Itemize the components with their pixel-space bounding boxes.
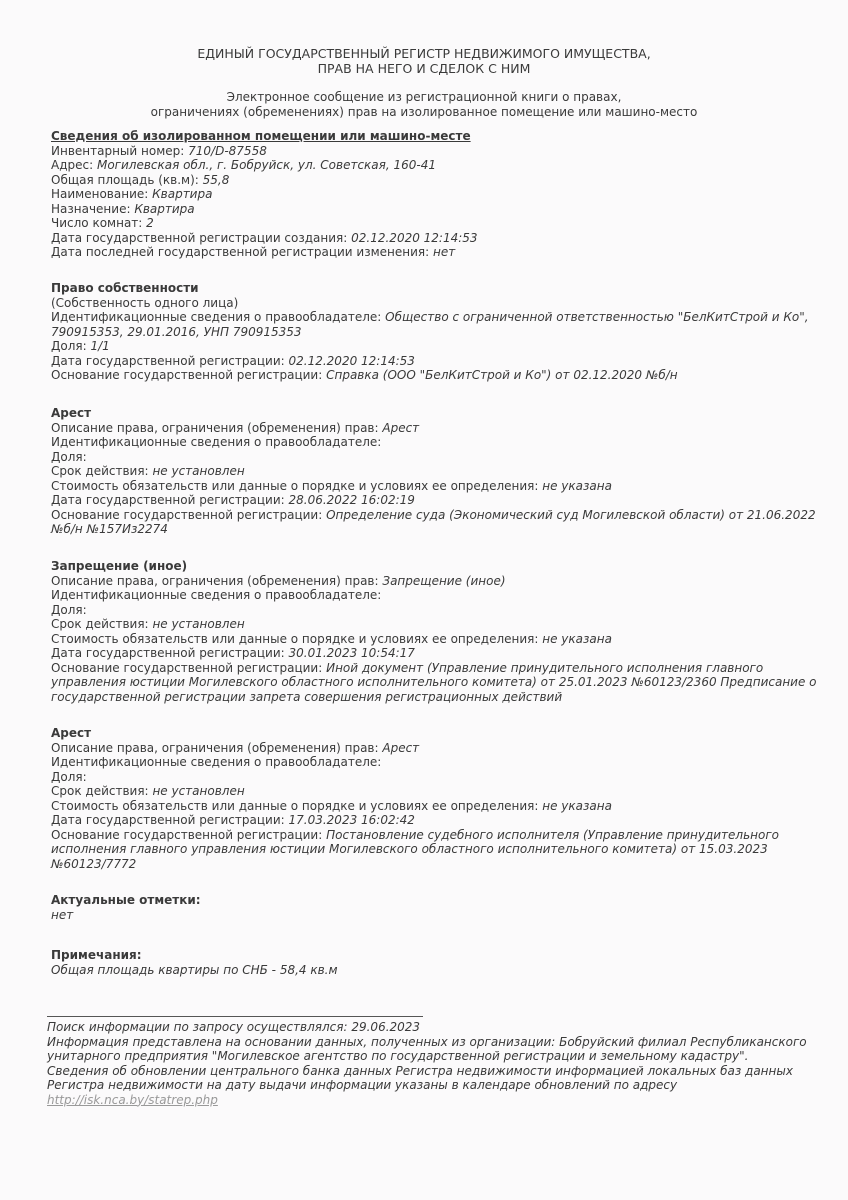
encumbrance-share-label: Доля:	[51, 449, 87, 464]
encumbrance-cost-row	[51, 479, 808, 494]
area-value: 55,8	[202, 172, 230, 187]
encumbrance-reg-row	[51, 646, 808, 661]
encumbrance-basis-row	[51, 661, 808, 676]
encumbrance-basis-value-2: исполнения главного управления юстиции Могилевского областного исполнительного комитета) от 15.03.2023	[51, 842, 768, 856]
purpose-label: Назначение:	[51, 201, 131, 216]
encumbrance-basis-row	[51, 507, 816, 523]
document-subtitle-line-1: Электронное сообщение из регистрационной книги о правах,	[226, 90, 622, 104]
encumbrance-heading: Арест	[51, 726, 92, 740]
owner-value-line-1: Общество с ограниченной ответственностью "БелКитСтрой и Ко",	[385, 310, 809, 324]
encumbrance-desc-row	[51, 421, 808, 436]
inventory-number-row	[51, 144, 808, 159]
ownership-basis-row	[51, 368, 808, 383]
encumbrance-basis-value-1: Иной документ (Управление принудительного исполнения главного	[326, 660, 764, 675]
encumbrance-basis-row	[51, 828, 808, 843]
ownership-type: (Собственность одного лица)	[51, 295, 239, 310]
encumbrance-term-row	[51, 617, 808, 632]
purpose-row	[51, 202, 808, 217]
registry-title-line-1: ЕДИНЫЙ ГОСУДАРСТВЕННЫЙ РЕГИСТР НЕДВИЖИМОГО ИМУЩЕСТВА,	[197, 46, 651, 61]
document-subtitle-line-2: ограничениях (обременениях) прав на изолированное помещение или машино-место	[150, 105, 698, 119]
share-label: Доля:	[51, 339, 87, 353]
encumbrance-basis-value-1: Определение суда (Экономический суд Могилевской области) от 21.06.2022	[326, 507, 816, 522]
property-heading: Сведения об изолированном помещении или машино-месте	[51, 129, 471, 143]
area-row	[51, 173, 808, 188]
encumbrance-share-label: Доля:	[51, 769, 87, 784]
ownership-reg-value: 02.12.2020 12:14:53	[288, 353, 415, 368]
encumbrance-term-label: Срок действия:	[51, 617, 149, 631]
marks-heading: Актуальные отметки:	[51, 893, 201, 907]
document-subtitle	[0, 90, 848, 120]
encumbrance-desc-label: Описание права, ограничения (обременения) прав:	[51, 420, 379, 435]
notes-section	[51, 948, 808, 977]
ownership-heading: Право собственности	[51, 281, 199, 295]
encumbrance-basis-value-2: №б/н №157Из2274	[51, 522, 168, 536]
encumbrance-basis-value-3: №60123/7772	[51, 856, 137, 871]
changed-row	[51, 245, 808, 260]
encumbrance-desc-value: Арест	[382, 420, 420, 435]
marks-section	[51, 893, 808, 922]
encumbrance-share-label: Доля:	[51, 602, 87, 617]
encumbrance-cost-row	[51, 632, 808, 647]
ownership-basis-label: Основание государственной регистрации:	[51, 368, 323, 382]
footer-update-line-2: Регистра недвижимости на дату выдачи информации указаны в календаре обновлений по адресу	[47, 1078, 678, 1092]
owner-row	[51, 310, 808, 325]
address-row	[51, 158, 808, 173]
encumbrance-term-value: не установлен	[152, 784, 245, 798]
encumbrance-holder-label: Идентификационные сведения о правообладателе:	[51, 755, 382, 769]
created-value: 02.12.2020 12:14:53	[351, 230, 478, 245]
encumbrance-term-value: не установлен	[152, 617, 245, 631]
encumbrance-term-row	[51, 784, 808, 799]
encumbrance-reg-label: Дата государственной регистрации:	[51, 813, 285, 827]
encumbrance-desc-label: Описание права, ограничения (обременения) прав:	[51, 740, 379, 755]
created-row	[51, 231, 808, 246]
encumbrance-holder-label: Идентификационные сведения о правообладателе:	[51, 588, 382, 602]
marks-value: нет	[51, 907, 74, 922]
inventory-number-value: 710/D-87558	[188, 143, 267, 158]
name-value: Квартира	[152, 187, 213, 201]
encumbrance-desc-label: Описание права, ограничения (обременения) прав:	[51, 573, 379, 588]
footer-update-line-1: Сведения об обновлении центрального банка данных Регистра недвижимости информацией локальных баз данных	[47, 1063, 793, 1078]
created-label: Дата государственной регистрации создания:	[51, 230, 348, 245]
encumbrance-term-label: Срок действия:	[51, 784, 149, 798]
registry-title-line-2: ПРАВ НА НЕГО И СДЕЛОК С НИМ	[317, 61, 531, 76]
ownership-reg-row	[51, 354, 808, 369]
footer-search-date: Поиск информации по запросу осуществлялся: 29.06.2023	[47, 1020, 421, 1034]
encumbrance-heading: Арест	[51, 406, 92, 420]
encumbrance-term-value: не установлен	[152, 464, 245, 478]
encumbrance-reg-value: 17.03.2023 16:02:42	[288, 813, 415, 827]
encumbrance-cost-value: не указана	[542, 631, 612, 646]
changed-value: нет	[433, 245, 456, 259]
inventory-number-label: Инвентарный номер:	[51, 143, 185, 158]
footer-divider	[47, 1016, 423, 1017]
encumbrance-heading: Запрещение (иное)	[51, 559, 188, 573]
share-row	[51, 339, 808, 354]
encumbrance-reg-row	[51, 813, 808, 828]
property-section	[51, 129, 808, 260]
encumbrance-holder-label: Идентификационные сведения о правообладателе:	[51, 435, 382, 449]
footer-source-line-2: унитарного предприятия "Могилевское агентство по государственной регистрации и земельному кадастру".	[47, 1049, 749, 1063]
encumbrance-basis-label: Основание государственной регистрации:	[51, 507, 323, 522]
encumbrance-cost-label: Стоимость обязательств или данные о порядке и условиях ее определения:	[51, 631, 539, 646]
encumbrance-term-row	[51, 464, 808, 479]
rooms-label: Число комнат:	[51, 216, 143, 230]
encumbrance-desc-row	[51, 741, 808, 756]
name-label: Наименование:	[51, 187, 149, 201]
rooms-value: 2	[146, 216, 154, 230]
address-value: Могилевская обл., г. Бобруйск, ул. Советская, 160-41	[96, 158, 437, 172]
encumbrance-cost-row	[51, 799, 808, 814]
encumbrance-basis-value-2: управления юстиции Могилевского областного исполнительного комитета) от 25.01.2023 №60123/2360 Предписание о	[51, 675, 817, 689]
notes-value: Общая площадь квартиры по СНБ - 58,4 кв.м	[51, 962, 338, 977]
ownership-section	[51, 281, 808, 383]
owner-label: Идентификационные сведения о правообладателе:	[51, 310, 382, 324]
encumbrance-desc-value: Запрещение (иное)	[382, 573, 506, 588]
encumbrance-reg-value: 30.01.2023 10:54:17	[288, 646, 415, 660]
encumbrance-desc-row	[51, 574, 808, 589]
encumbrance-cost-value: не указана	[542, 478, 612, 493]
rooms-row	[51, 216, 808, 231]
registry-title	[0, 46, 848, 76]
encumbrance-basis-value-1: Постановление судебного исполнителя (Управление принудительного	[326, 827, 780, 842]
changed-label: Дата последней государственной регистрации изменения:	[51, 245, 430, 259]
area-label: Общая площадь (кв.м):	[51, 172, 199, 187]
share-value: 1/1	[90, 339, 110, 353]
footer-source-line-1: Информация представлена на основании данных, полученных из организации: Бобруйский филиал Республиканского	[47, 1034, 807, 1049]
encumbrance-term-label: Срок действия:	[51, 464, 149, 478]
footer	[47, 1020, 808, 1107]
encumbrance-section	[51, 726, 808, 871]
encumbrance-section	[51, 406, 816, 537]
owner-value-line-2: 790915353, 29.01.2016, УНП 790915353	[51, 324, 302, 339]
encumbrance-basis-label: Основание государственной регистрации:	[51, 827, 323, 842]
name-row	[51, 187, 808, 202]
encumbrance-desc-value: Арест	[382, 740, 420, 755]
encumbrance-basis-label: Основание государственной регистрации:	[51, 660, 323, 675]
encumbrance-cost-label: Стоимость обязательств или данные о порядке и условиях ее определения:	[51, 798, 539, 813]
encumbrance-reg-label: Дата государственной регистрации:	[51, 646, 285, 660]
encumbrance-reg-row	[51, 493, 808, 508]
encumbrance-basis-value-3: государственной регистрации запрета совершения регистрационных действий	[51, 689, 563, 704]
purpose-value: Квартира	[134, 201, 195, 216]
encumbrance-cost-value: не указана	[542, 798, 612, 813]
encumbrance-cost-label: Стоимость обязательств или данные о порядке и условиях ее определения:	[51, 478, 539, 493]
notes-heading: Примечания:	[51, 948, 142, 962]
footer-link[interactable]: http://isk.nca.by/statrep.php	[47, 1092, 218, 1107]
ownership-basis-value: Справка (ООО "БелКитСтрой и Ко") от 02.12.2020 №б/н	[326, 368, 678, 382]
encumbrance-section	[51, 559, 817, 704]
encumbrance-reg-label: Дата государственной регистрации:	[51, 493, 285, 507]
ownership-reg-label: Дата государственной регистрации:	[51, 353, 285, 368]
address-label: Адрес:	[51, 158, 94, 172]
encumbrance-reg-value: 28.06.2022 16:02:19	[288, 493, 415, 507]
